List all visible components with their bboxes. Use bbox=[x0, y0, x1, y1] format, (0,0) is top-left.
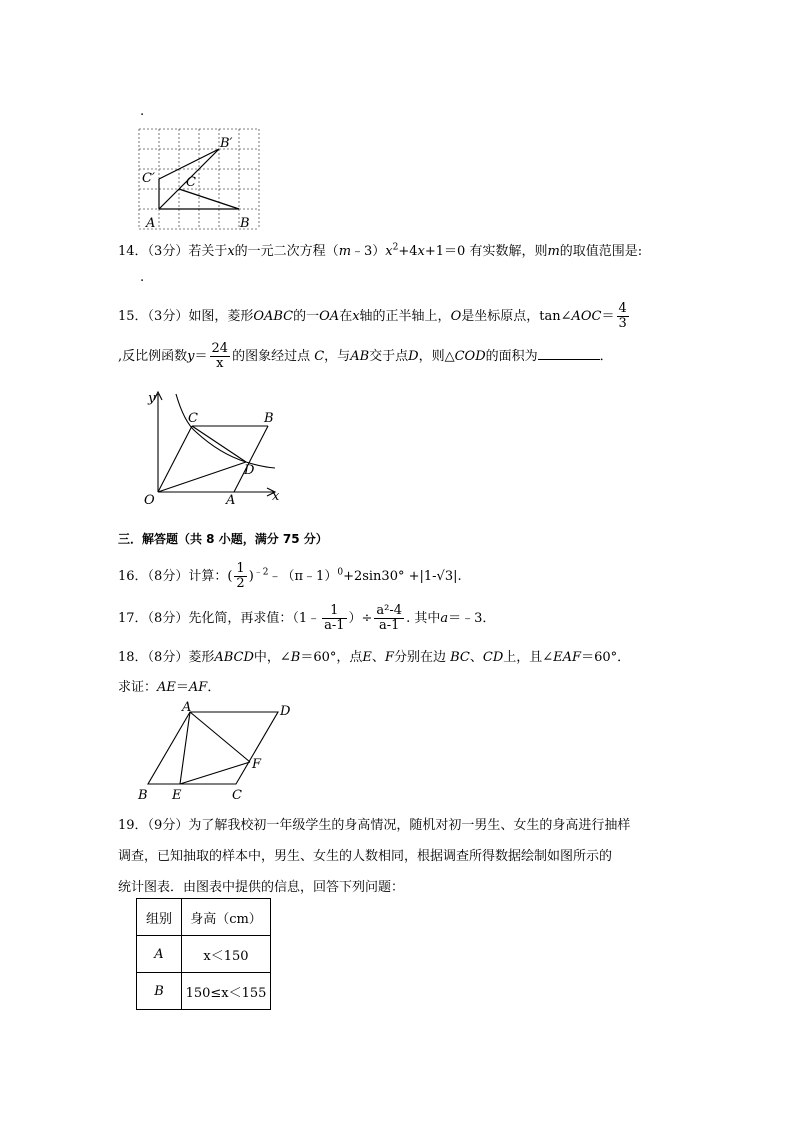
label-c: C bbox=[232, 788, 242, 803]
label-f: F bbox=[252, 757, 262, 772]
table-header-row bbox=[137, 899, 271, 936]
label-x: x bbox=[272, 489, 280, 504]
label-a: A bbox=[146, 216, 156, 230]
q13-grid-figure bbox=[138, 128, 264, 230]
question-16: 16．（8分）计算：( $\frac{1}{2}$ )$^{﹣2}$﹣（π﹣1）$^0$+2sin30° +|1-√3|. bbox=[118, 561, 462, 591]
question-19-line3: 统计图表．由图表中提供的信息，回答下列问题： bbox=[118, 880, 405, 895]
cell-group: B bbox=[137, 973, 182, 1010]
question-14: 14．（3分）若关于x的一元二次方程$(m﹣3)x^2+4x+1=0$ 有实数解，则m的取值范围是: bbox=[118, 242, 643, 259]
label-c: C bbox=[186, 175, 196, 190]
label-a: A bbox=[182, 700, 192, 715]
label-e: E bbox=[172, 788, 182, 803]
fraction-1-2: $\frac{1}{2}$ bbox=[236, 561, 245, 591]
label-a: A bbox=[226, 493, 236, 508]
answer-blank bbox=[538, 347, 600, 360]
q14-tail: . bbox=[140, 270, 145, 285]
label-d: D bbox=[280, 704, 291, 719]
q18-rhombus-figure bbox=[136, 700, 306, 804]
header-height: 身高（cm） bbox=[182, 899, 271, 936]
label-b: B bbox=[240, 216, 250, 230]
label-b: B bbox=[264, 411, 274, 426]
question-15-line1: 15．（3分）如图，菱形OABC的一OA在x轴的正半轴上，O是坐标原点，tan∠AOC＝ $\frac{4}{3}$ bbox=[118, 301, 627, 331]
cell-group: A bbox=[137, 936, 182, 973]
fraction-1-over-a-1: $\frac{1}{a-1}$ bbox=[324, 603, 345, 633]
q15-coordinate-figure bbox=[140, 388, 290, 512]
cell-height: 150≤x＜155 bbox=[182, 973, 271, 1010]
fraction-4-3: $\frac{4}{3}$ bbox=[618, 301, 627, 331]
cell-height: x＜150 bbox=[182, 936, 271, 973]
question-17: 17．（8分）先化简，再求值：（1﹣ $\frac{1}{a-1}$ ）÷ $\frac{\text{a²-4}}{a-1}$ . 其中a＝﹣3． bbox=[118, 603, 496, 633]
height-group-table bbox=[136, 898, 271, 1010]
label-o: O bbox=[144, 493, 155, 508]
label-b: B bbox=[138, 788, 148, 803]
fraction-24-x: $\frac{24}{x}$ bbox=[211, 341, 229, 371]
question-18-line2: 求证：AE＝AF． bbox=[118, 680, 221, 695]
header-group: 组别 bbox=[137, 899, 182, 936]
label-c: C bbox=[188, 411, 198, 426]
question-19-line2: 调查，已知抽取的样本中，男生、女生的人数相同，根据调查所得数据绘制如图所示的 bbox=[118, 849, 613, 864]
question-15-line2: ,反比例函数y＝ $\frac{24}{x}$ 的图象经过点 C，与AB交于点D，则△COD的面积为 ． bbox=[118, 341, 613, 371]
table-row bbox=[137, 973, 271, 1010]
q13-tail: . bbox=[140, 104, 145, 119]
table-row bbox=[137, 936, 271, 973]
question-18-line1: 18．（8分）菱形ABCD中，∠B＝60°，点E、F分别在边 BC、CD上，且∠EAF＝60°． bbox=[118, 650, 631, 665]
label-b-prime: B′ bbox=[220, 136, 233, 151]
label-d: D bbox=[244, 463, 255, 478]
section-3-header: 三．解答题（共 8 小题，满分 75 分） bbox=[118, 532, 328, 546]
fraction-a2-4-over-a-1: $\frac{\text{a²-4}}{a-1}$ bbox=[376, 603, 403, 633]
label-y: y bbox=[148, 391, 156, 406]
label-c-prime: C′ bbox=[142, 171, 155, 186]
question-19-line1: 19．（9分）为了解我校初一年级学生的身高情况，随机对初一男生、女生的身高进行抽样 bbox=[118, 818, 631, 833]
